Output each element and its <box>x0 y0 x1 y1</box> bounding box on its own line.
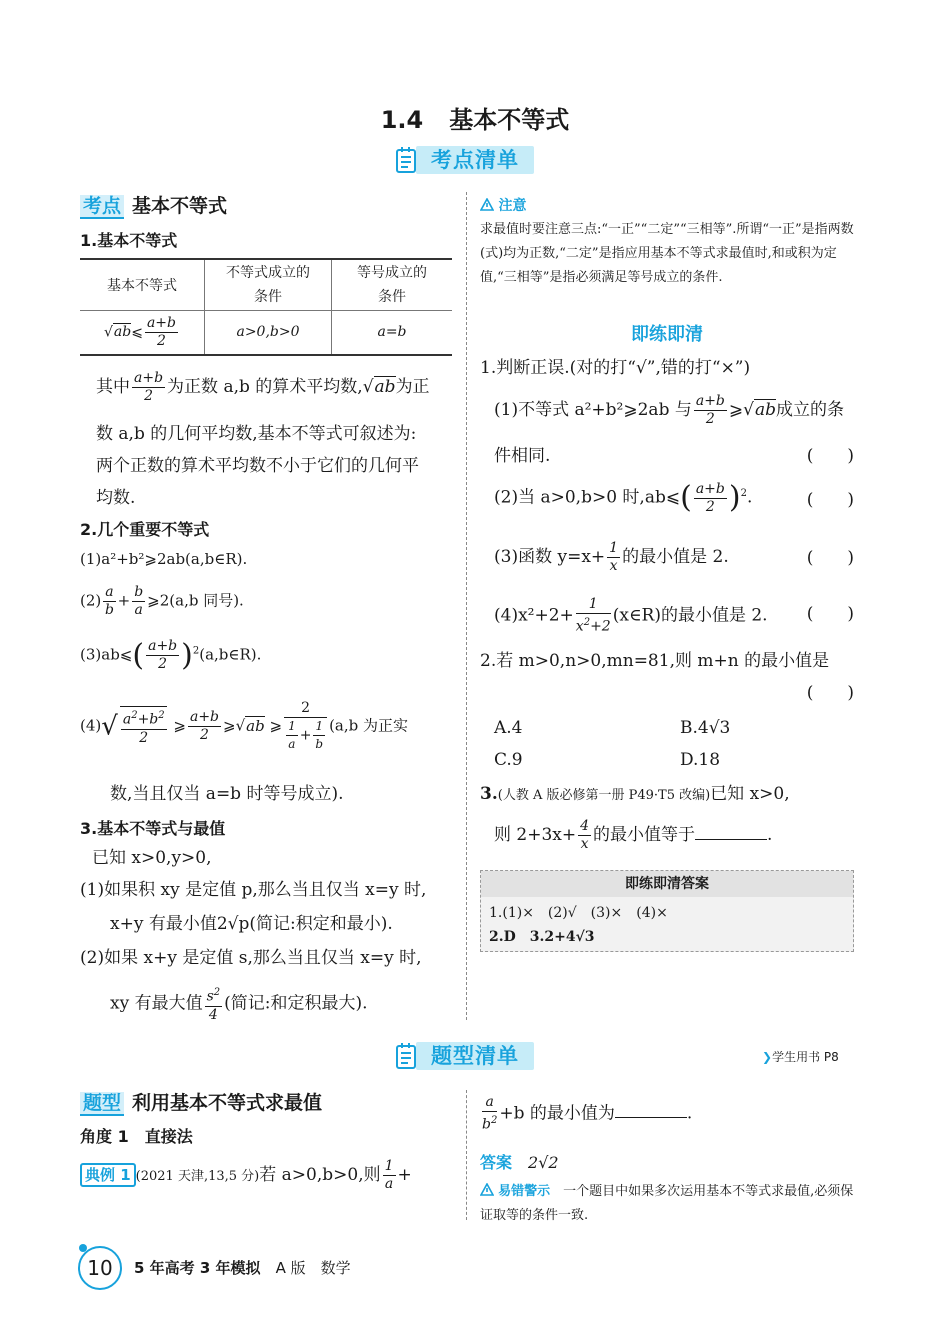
option-a: A.4 <box>494 718 523 738</box>
answer-paren: ( ) <box>806 604 854 624</box>
question-2: 2.若 m>0,n>0,mn=81,则 m+n 的最小值是 <box>480 651 830 671</box>
chevron-right-icon: ❯ <box>762 1050 773 1064</box>
subhead-1: 1.基本不等式 <box>80 231 178 250</box>
inequality-table <box>80 258 452 356</box>
banner-tixing-text: 题型清单 <box>431 1044 519 1068</box>
answer-label: 答案 <box>480 1153 513 1172</box>
question-1: 1.判断正误.(对的打“√”,错的打“×”) <box>480 358 751 378</box>
condition-line: 已知 x>0,y>0, <box>92 848 212 868</box>
answer-value: 2√2 <box>528 1153 559 1172</box>
column-divider-2 <box>466 1090 467 1220</box>
inequality-item-1: (1)a²+b²⩾2ab(a,b∈R). <box>80 550 248 568</box>
student-book-ref: ❯学生用书 P8 <box>762 1050 839 1064</box>
banner-tixing <box>394 1040 544 1072</box>
question-3-cont: 则 2+3x+ $\frac{4}{x}$ 的最小值等于 . <box>494 818 773 852</box>
chapter-number: 1.4 <box>380 106 424 134</box>
footer-book: 5 年高考 3 年模拟 A 版 数学 <box>134 1259 351 1277</box>
angle-heading: 角度 1 直接法 <box>80 1127 193 1146</box>
rule-2-cont: xy 有最大值 $\frac{s^2}{4}$ (简记:和定积最大). <box>110 984 368 1024</box>
example-answer <box>480 1150 559 1173</box>
question-3: 3.(人教 A 版必修第一册 P49·T5 改编)已知 x>0, <box>480 784 790 804</box>
answer-paren: ( ) <box>806 446 854 466</box>
question-1-4: (4)x²+2+ $\frac{1}{x^2+2}$ (x∈R)的最小值是 2. ( ) <box>494 596 854 635</box>
kaodian-title: 基本不等式 <box>132 195 228 217</box>
table-header-3: 等号成立的 条件 <box>332 259 453 311</box>
definition-paragraph: 其中 $\frac{a+b}{2}$ 为正数 a,b 的算术平均数,√ab为正 <box>96 370 430 404</box>
page-number: 10 <box>78 1246 122 1290</box>
table-header-2: 不等式成立的 条件 <box>205 259 332 311</box>
option-d: D.18 <box>680 750 721 770</box>
example-1-cont: $\frac{a}{b^2}$ +b 的最小值为 . <box>482 1094 693 1133</box>
table-header-1: 基本不等式 <box>80 259 205 311</box>
rule-1-cont: x+y 有最小值2√p(简记:积定和最小). <box>110 914 393 934</box>
warning-icon <box>480 1183 494 1196</box>
definition-line-4: 均数. <box>96 488 136 508</box>
answers-box <box>480 870 854 952</box>
question-1-1-cont: 件相同. ( ) <box>494 440 854 472</box>
section-heading-kaodian <box>80 191 227 219</box>
answers-head: 即练即清答案 <box>481 871 853 897</box>
practice-title: 即练即清 <box>631 324 703 345</box>
page-dot <box>79 1244 87 1252</box>
question-1-1: (1)不等式 a²+b²⩾2ab 与 $\frac{a+b}{2}$ ⩾√ab成立的条 <box>494 393 845 427</box>
table-cell-condition: a>0,b>0 <box>205 311 332 355</box>
table-cell-formula: √ab⩽ $\frac{a+b}{2}$ <box>80 311 205 355</box>
inequality-item-4: (4)√ $\frac{a^2+b^2}{2}$ ⩾ $\frac{a+b}{2}$ ⩾√ab ⩾ 2 $\frac{1}{a}$ + $\frac{1}{b}$ (a,b 为正实 <box>80 700 409 751</box>
answer-paren: ( ) <box>806 490 854 510</box>
subhead-2: 2.几个重要不等式 <box>80 520 210 539</box>
question-1-3: (3)函数 y=x+ $\frac{1}{x}$ 的最小值是 2. ( ) <box>494 540 854 574</box>
tixing-title: 利用基本不等式求最值 <box>132 1092 323 1114</box>
banner-kaodian <box>394 144 544 176</box>
warning-icon <box>480 198 494 211</box>
tixing-tag: 题型 <box>80 1092 124 1116</box>
chapter-title-text: 基本不等式 <box>449 106 570 134</box>
inequality-item-2: (2) $\frac{a}{b}$ + $\frac{b}{a}$ ⩾2(a,b 同号). <box>80 584 244 618</box>
answers-line-1: 1.(1)× (2)√ (3)× (4)× <box>489 905 668 921</box>
note-heading: 注意 <box>480 195 526 215</box>
example-tag: 典例 1 <box>80 1163 136 1187</box>
column-divider <box>466 192 467 1020</box>
example-1: 典例 1 (2021 天津,13,5 分)若 a>0,b>0,则 $\frac{1}{a}$ + <box>80 1158 412 1193</box>
definition-line-3: 两个正数的算术平均数不小于它们的几何平 <box>96 456 419 476</box>
definition-line-2: 数 a,b 的几何平均数,基本不等式可叙述为: <box>96 424 417 444</box>
kaodian-tag: 考点 <box>80 195 124 219</box>
question-1-2: (2)当 a>0,b>0 时,ab⩽( $\frac{a+b}{2}$ )$^2$. ( ) <box>494 480 854 516</box>
banner-kaodian-text: 考点清单 <box>431 148 519 172</box>
rule-2: (2)如果 x+y 是定值 s,那么当且仅当 x=y 时, <box>80 948 422 968</box>
notebook-icon <box>394 1040 422 1072</box>
option-b: B.4√3 <box>680 718 731 738</box>
chapter-title <box>0 100 950 135</box>
table-cell-equality: a=b <box>332 311 453 355</box>
note-text: 求最值时要注意三点:“一正”“二定”“三相等”.所谓“一正”是指两数(式)均为正数,“二定”是指应用基本不等式求最值时,和或积为定值,“三相等”是指必须满足等号成立的条件. <box>480 222 854 285</box>
answers-line-2: 2.D 3.2+4√3 <box>489 929 595 945</box>
inequality-item-4-cont: 数,当且仅当 a=b 时等号成立). <box>110 784 344 804</box>
warning-note: 易错警示 一个题目中如果多次运用基本不等式求最值,必须保证取等的条件一致. <box>480 1184 854 1223</box>
answer-paren: ( ) <box>806 683 854 703</box>
section-heading-tixing <box>80 1088 322 1116</box>
answer-paren: ( ) <box>806 548 854 568</box>
inequality-item-3: (3)ab⩽( $\frac{a+b}{2}$ )$^2$(a,b∈R). <box>80 638 262 673</box>
notebook-icon <box>394 144 422 176</box>
option-c: C.9 <box>494 750 523 770</box>
rule-1: (1)如果积 xy 是定值 p,那么当且仅当 x=y 时, <box>80 880 427 900</box>
subhead-3: 3.基本不等式与最值 <box>80 819 226 838</box>
